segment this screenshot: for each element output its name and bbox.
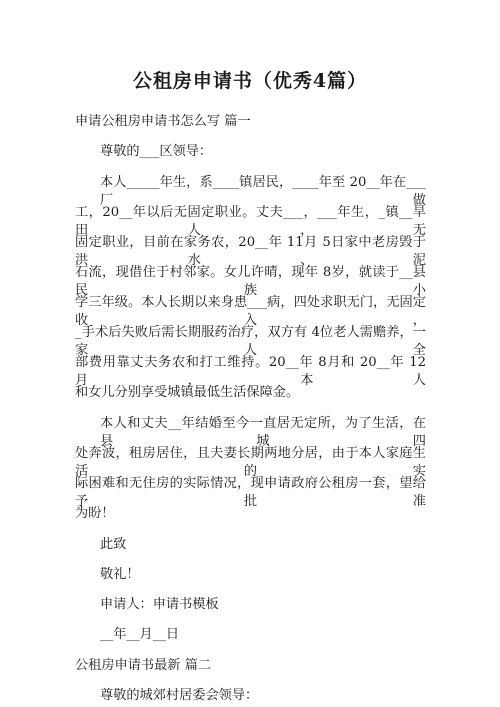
para2-line: 本人和丈夫__年结婚至今一直居无定所，为了生活，在县城四 xyxy=(100,416,426,449)
applicant-line: 申请人：申请书模板 xyxy=(100,597,219,612)
para1-line: 和女儿分别享受城镇最低生活保障金。 xyxy=(75,385,300,400)
para2-line: 处奔波，租房居住，且夫妻长期两地分居，由于本人家庭生活的实 xyxy=(75,446,426,479)
para1-line: 石流，现借住于村邻家。女儿许晴，现年 8岁，就读于__县民族小 xyxy=(75,265,426,298)
document-title: 公租房申请书（优秀4篇） xyxy=(132,70,368,92)
para1-line: 学三年级。本人长期以来身患___病，四处求职无门，无固定收入， xyxy=(75,295,426,328)
para1-line: 本人_____年生，系____镇居民，____年至 20__年在___厂做 xyxy=(100,175,426,208)
closing-line-1: 此致 xyxy=(100,537,127,552)
para1-line: 部费用靠丈夫务农和打工维持。20__年 8月和 20__年 12月，本人 xyxy=(75,355,426,388)
section2-salutation: 尊敬的城郊村居委会领导： xyxy=(100,688,259,703)
closing-line-2: 敬礼！ xyxy=(100,567,140,582)
para2-line: 际困难和无住房的实际情况，现申请政府公租房一套，望给予批准 xyxy=(75,476,426,509)
date-line: __年__月__日 xyxy=(100,627,180,642)
para2-line: 为盼！ xyxy=(75,506,115,521)
section1-salutation: 尊敬的___区领导： xyxy=(100,144,213,159)
para1-line: 固定职业，目前在家务农，20__年 11月 5日家中老房毁于洪水、泥 xyxy=(75,235,426,268)
section1-heading: 申请公租房申请书怎么写 篇一 xyxy=(75,114,251,129)
para1-line: 工，20__年以后无固定职业。丈夫___，___年生，_镇__旱田人，无 xyxy=(75,205,426,238)
section2-heading: 公租房申请书最新 篇二 xyxy=(75,658,212,673)
para1-line: _手术后失败后需长期服药治疗，双方有 4位老人需赡养，一家人全 xyxy=(75,325,426,358)
